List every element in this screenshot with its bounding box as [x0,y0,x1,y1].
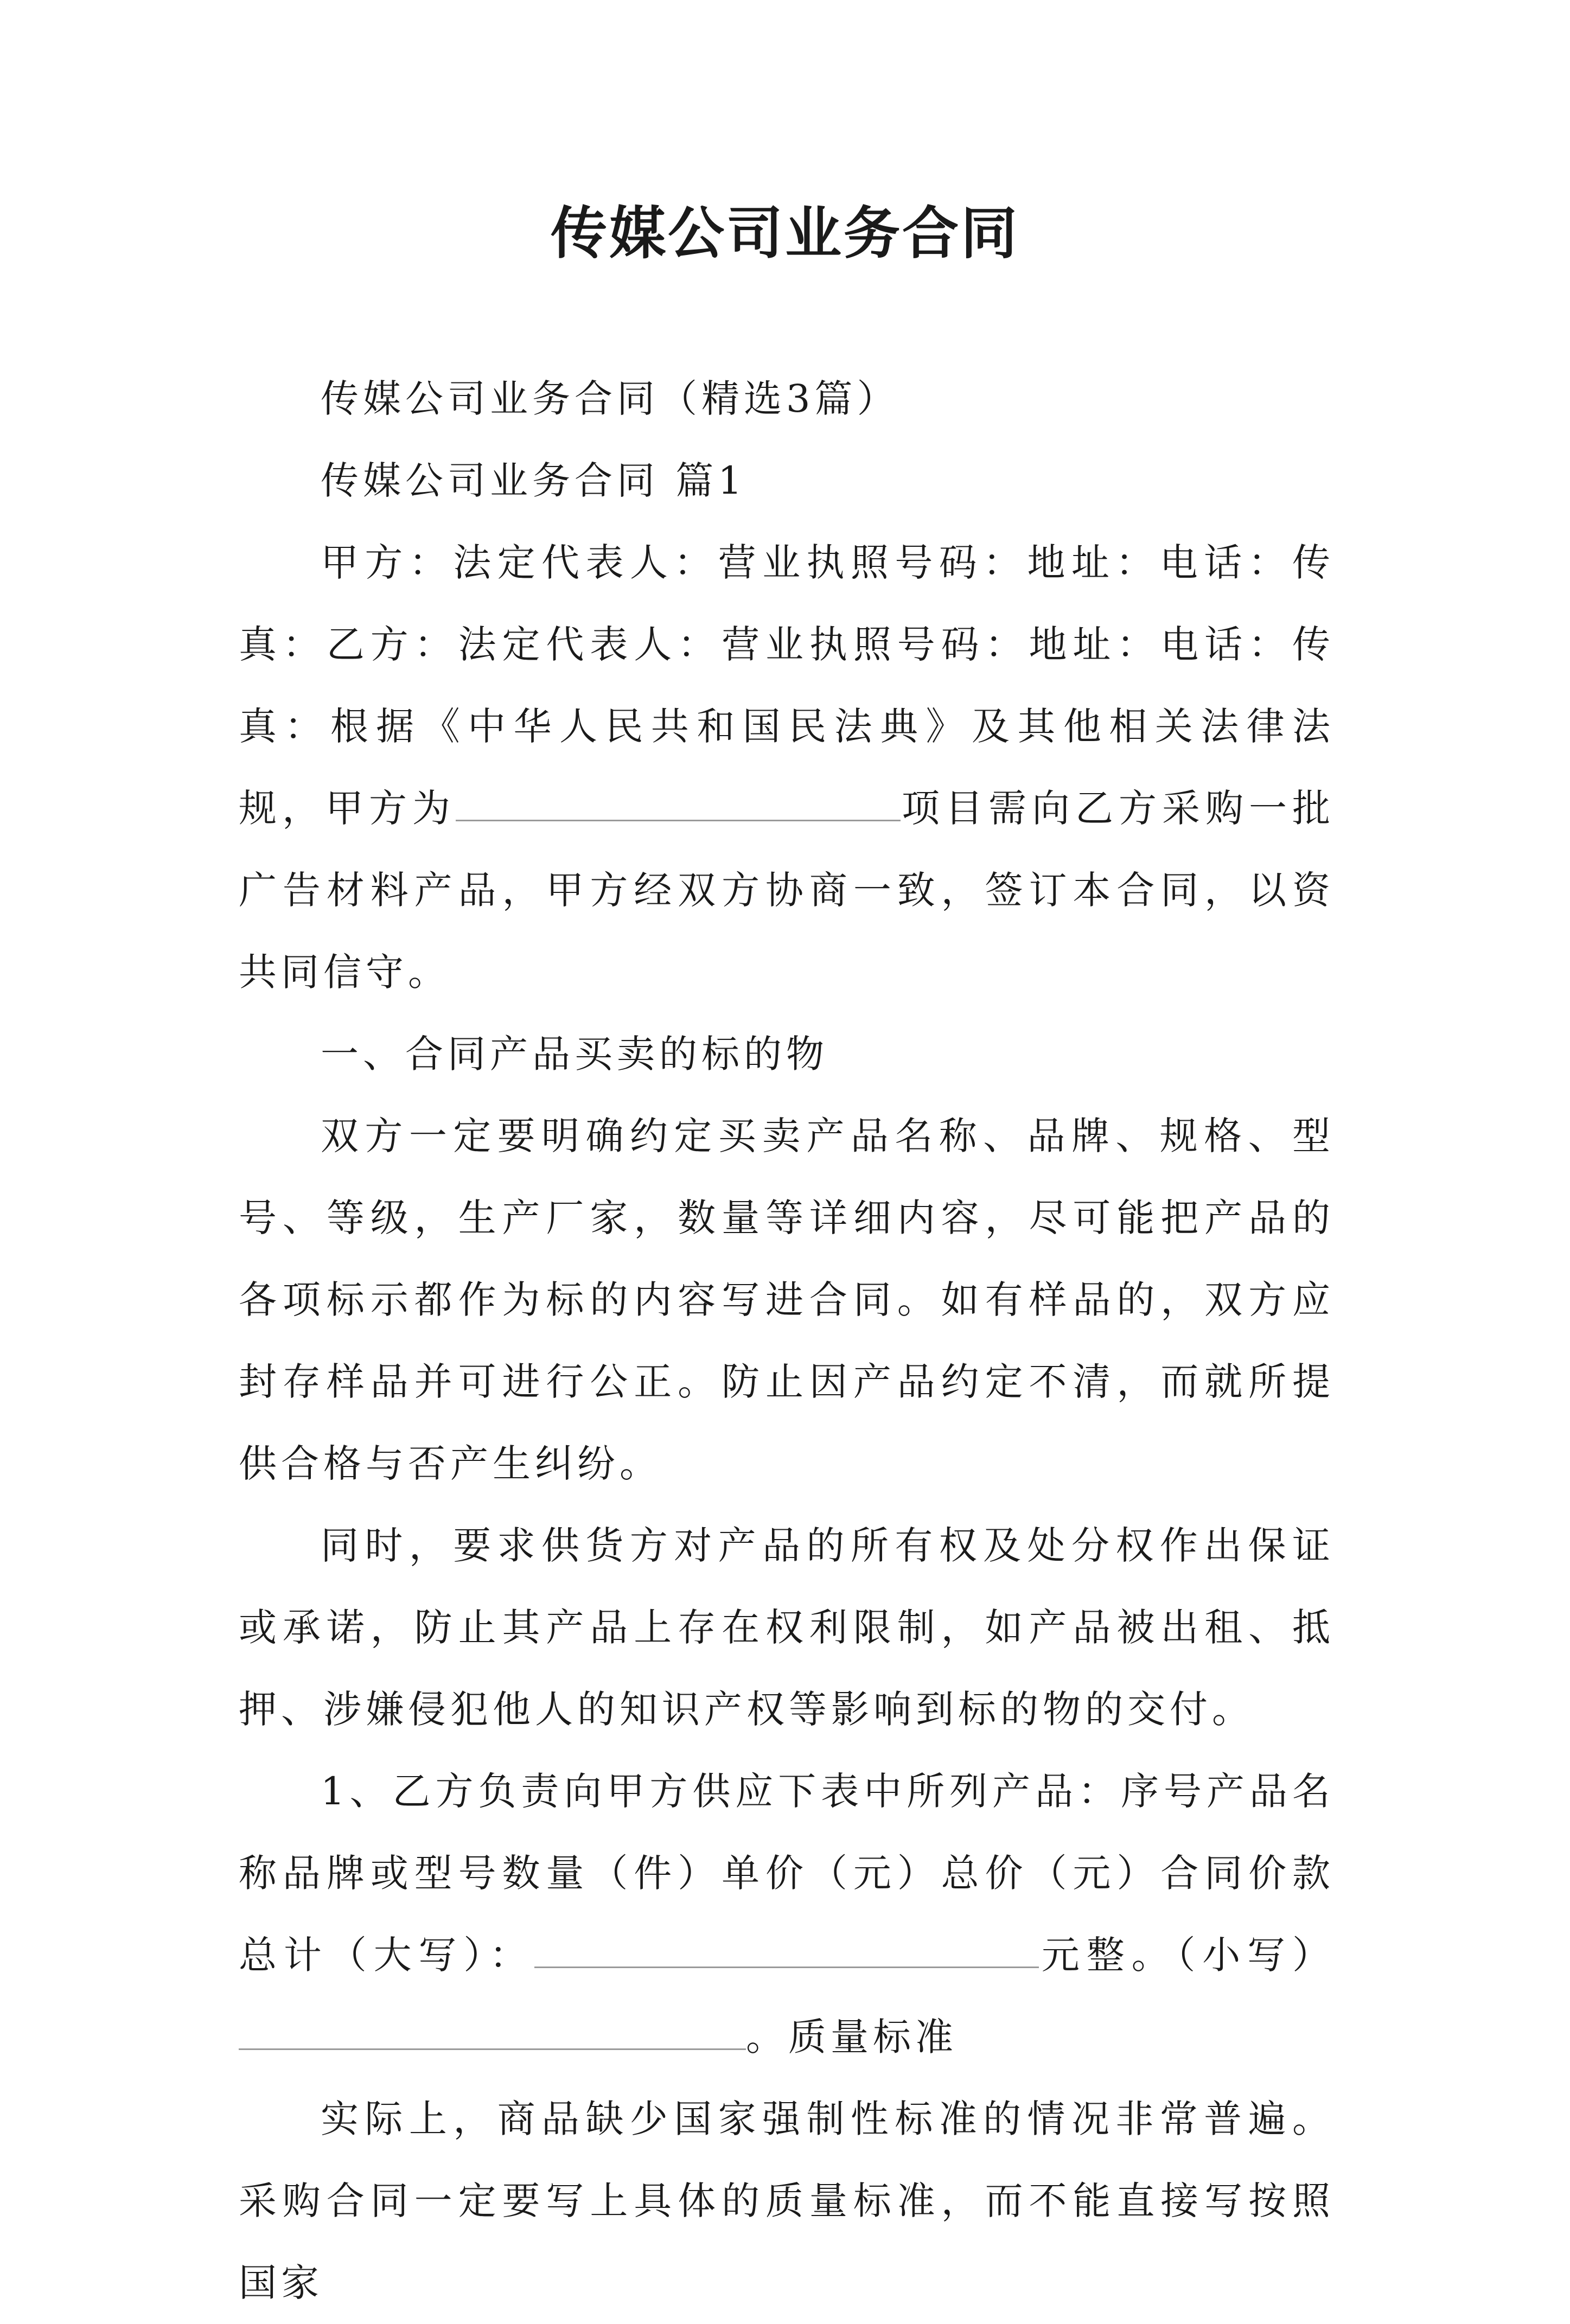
paragraph-quality-standard: 实际上，商品缺少国家强制性标准的情况非常普遍。采购合同一定要写上具体的质量标准，而不能直接写按照国家 [239,2097,1335,2305]
item-1-text-a: 1、乙方负责向甲方供应下表中所列产品：序号产品名称品牌或型号数量（件）单价（元）总价（元）合同价款总计（大写）： [239,1769,1335,1977]
parties-text-2: 项目需向乙方采购一批广告材料产品，甲方经双方协商一致，签订本合同，以资共同信守。 [239,786,1335,994]
parties-paragraph [239,522,1335,1013]
total-price-lowercase-blank[interactable] [239,2010,746,2050]
project-name-blank[interactable] [456,782,901,821]
subtitle: 传媒公司业务合同（精选3篇） [321,376,899,421]
parties-text-1: 甲方：法定代表人：营业执照号码：地址：电话：传真：乙方：法定代表人：营业执照号码：地址：电话：传真：根据《中华人民共和国民法典》及其他相关法律法规，甲方为 [239,540,1335,831]
section-heading: 传媒公司业务合同 篇1 [321,458,746,503]
item-1-text-c: 。质量标准 [746,2015,958,2059]
total-price-uppercase-blank[interactable] [534,1929,1039,1968]
document-title: 传媒公司业务合同 [550,200,1019,266]
item-1-text-b: 元整。（小写） [1039,1933,1335,1977]
item-1-paragraph [239,1751,1335,2078]
document-body [239,358,1335,2324]
paragraph-ownership: 同时，要求供货方对产品的所有权及处分权作出保证或承诺，防止其产品上存在权利限制，如产品被出租、抵押、涉嫌侵犯他人的知识产权等影响到标的物的交付。 [239,1523,1335,1732]
paragraph-subject-matter: 双方一定要明确约定买卖产品名称、品牌、规格、型号、等级，生产厂家，数量等详细内容，尽可能把产品的各项标示都作为标的内容写进合同。如有样品的，双方应封存样品并可进行公正。防止因产品约定不清，而就所提供合格与否产生纠纷。 [239,1114,1335,1486]
clause-1-heading: 一、合同产品买卖的标的物 [321,1032,828,1076]
